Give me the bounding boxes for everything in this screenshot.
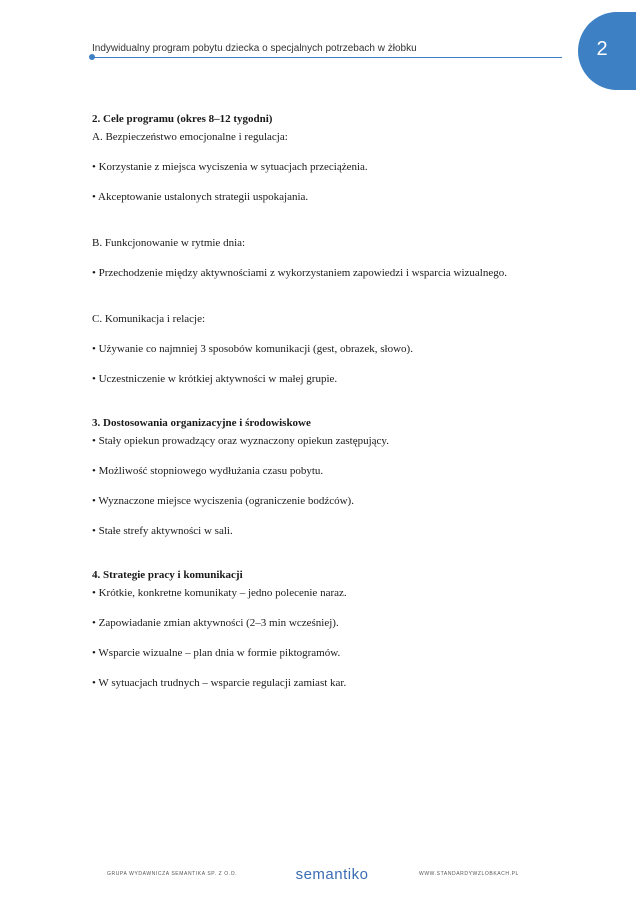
list-item: • Przechodzenie między aktywnościami z wykorzystaniem zapowiedzi i wsparcia wizualnego. <box>92 267 507 279</box>
page-number: 2 <box>596 38 608 60</box>
list-item: • Używanie co najmniej 3 sposobów komunikacji (gest, obrazek, słowo). <box>92 343 413 355</box>
goal-c-title: C. Komunikacja i relacje: <box>92 313 206 325</box>
list-item: • Wsparcie wizualne – plan dnia w formie piktogramów. <box>92 647 341 659</box>
list-item: • Akceptowanie ustalonych strategii uspokajania. <box>92 191 309 203</box>
section-4-heading: 4. Strategie pracy i komunikacji <box>92 569 243 581</box>
section-2-heading: 2. Cele programu (okres 8–12 tygodni) <box>92 113 273 125</box>
list-item: • Stałe strefy aktywności w sali. <box>92 525 233 537</box>
list-item: • Korzystanie z miejsca wyciszenia w sytuacjach przeciążenia. <box>92 161 368 173</box>
list-item: • Wyznaczone miejsce wyciszenia (ograniczenie bodźców). <box>92 495 354 507</box>
section-3-heading: 3. Dostosowania organizacyjne i środowiskowe <box>92 417 311 429</box>
footer-publisher: GRUPA WYDAWNICZA SEMANTIKA SP. Z O.O. <box>107 871 238 877</box>
list-item: • Uczestniczenie w krótkiej aktywności w małej grupie. <box>92 373 338 385</box>
list-item: • Możliwość stopniowego wydłużania czasu pobytu. <box>92 465 324 477</box>
footer-website: WWW.STANDARDYWZLOBKACH.PL <box>419 871 519 877</box>
footer-logo: semantiko <box>295 866 369 883</box>
list-item: • W sytuacjach trudnych – wsparcie regulacji zamiast kar. <box>92 677 347 689</box>
list-item: • Zapowiadanie zmian aktywności (2–3 min wcześniej). <box>92 617 339 629</box>
header-title: Indywidualny program pobytu dziecka o specjalnych potrzebach w żłobku <box>92 43 417 54</box>
header-rule <box>92 57 562 58</box>
header-dot <box>89 54 95 60</box>
list-item: • Stały opiekun prowadzący oraz wyznaczony opiekun zastępujący. <box>92 435 389 447</box>
goal-a-title: A. Bezpieczeństwo emocjonalne i regulacja: <box>92 131 288 143</box>
goal-b-title: B. Funkcjonowanie w rytmie dnia: <box>92 237 246 249</box>
list-item: • Krótkie, konkretne komunikaty – jedno polecenie naraz. <box>92 587 347 599</box>
document-content <box>92 110 540 692</box>
